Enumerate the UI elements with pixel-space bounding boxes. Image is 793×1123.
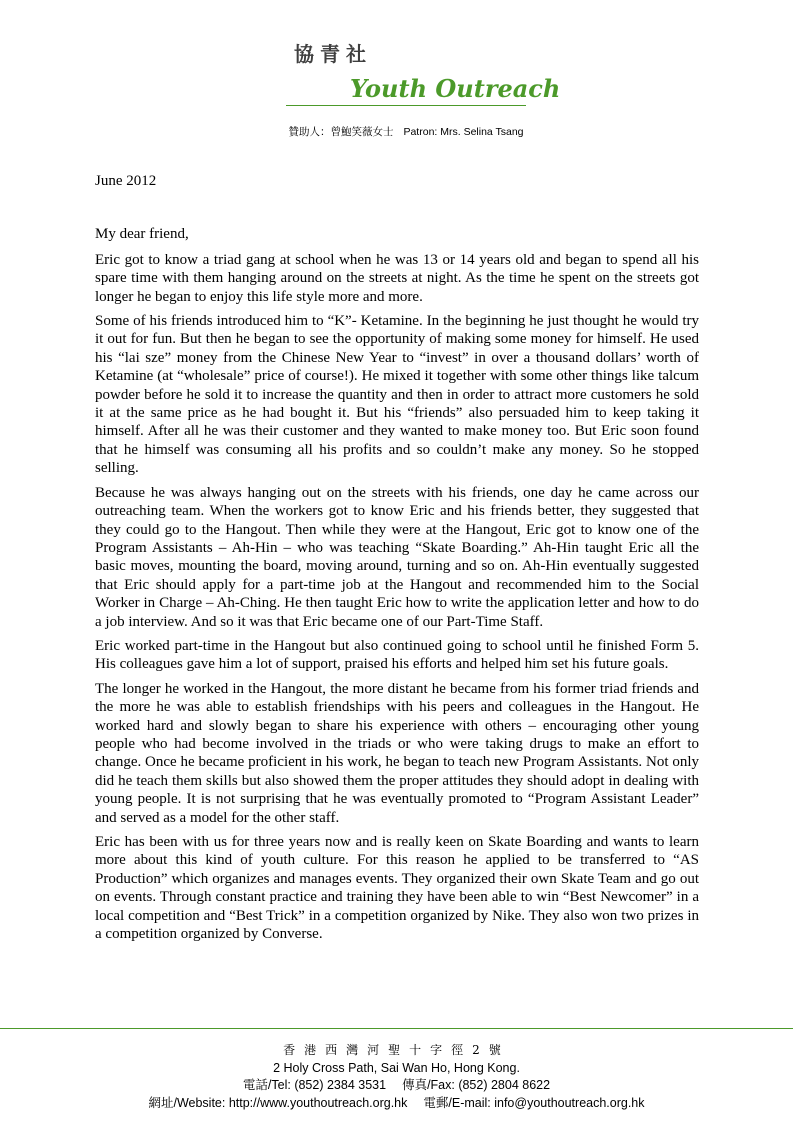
salutation: My dear friend, <box>95 226 189 243</box>
email-link[interactable]: 電郵/E-mail: info@youthoutreach.org.hk <box>423 1095 645 1110</box>
footer <box>0 1042 793 1112</box>
paragraph-4: Eric worked part-time in the Hangout but also continued going to school until he finished Form 5. His colleagues gave him a lot of support, praised his efforts and helped him set his future goals. <box>95 637 699 673</box>
organization-logo <box>286 38 561 110</box>
website-link[interactable]: 網址/Website: http://www.youthoutreach.org.hk <box>148 1095 408 1110</box>
letter-date: June 2012 <box>95 173 157 189</box>
patron-line <box>286 124 526 139</box>
paragraph-6: Eric has been with us for three years now and is really keen on Skate Boarding and wants to learn more about this kind of youth culture. For this reason he applied to be transferred to “AS Production” which organizes and manages events. They organized their own Skate Team and go out on events. Through constant practice and training they have been able to win “Best Newcomer” in a local competition and “Best Trick” in a competition organized by Nike. They also won two prizes in a competition organized by Converse. <box>95 834 699 943</box>
letter-body <box>95 172 699 949</box>
paragraph-2: Some of his friends introduced him to “K”- Ketamine. In the beginning he just thought he would try it out for fun. But then he began to see the opportunity of making some money for himself. He used his “lai sze” money from the Chinese New Year to “invest” in over a thousand dollars’ worth of Ketamine (at “wholesale” price of course!). He mixed it together with some other things like talcum powder before he sold it to increase the quantity and then in order to attract more customers he sold it at the same price as he had bought it. But his “friends” also persuaded him to keep taking it himself. After all he was their customer and they wanted to make money too. But Eric soon found that he himself was consuming all his profits and so couldn’t make any money. So he stopped selling. <box>95 313 699 477</box>
paragraph-1: Eric got to know a triad gang at school when he was 13 or 14 years old and began to spend all his spare time with them hanging around on the streets at night. As the time he spent on the streets got longer he began to enjoy this life style more and more. <box>95 251 699 305</box>
logo-underline <box>286 105 526 106</box>
logo-cjk-text: 協青社 <box>294 42 372 66</box>
patron-english: Patron: Mrs. Selina Tsang <box>403 126 524 138</box>
footer-divider <box>0 1028 793 1029</box>
logo-english-text: Youth Outreach <box>350 74 561 103</box>
paragraph-3: Because he was always hanging out on the streets with his friends, one day he came across our outreaching team. When the workers got to know Eric and his friends better, they suggested that they could go to the Hangout. Then while they were at the Hangout, Eric got to know one of the Program Assistants – Ah-Hin – who was teaching “Skate Boarding.” Ah-Hin taught Eric all the basic moves, mounting the board, moving around, turning and so on. Ah-Hin eventually suggested that Eric should apply for a part-time job at the Hangout and recommended him to the Social Worker in Charge – Ah-Ching. He then taught Eric how to write the application letter and how to do a job interview. And so it was that Eric became one of our Part-Time Staff. <box>95 484 699 630</box>
address-cjk: 香港西灣河聖十字徑2號 <box>283 1043 510 1057</box>
phone-fax-line <box>0 1077 793 1095</box>
fax: 傳真/Fax: (852) 2804 8622 <box>402 1078 551 1092</box>
telephone: 電話/Tel: (852) 2384 3531 <box>242 1078 387 1092</box>
paragraph-5: The longer he worked in the Hangout, the more distant he became from his former triad friends and the more he was able to establish friendships with his peers and colleagues in the Hangout. He worked hard and slowly began to share his experience with others – encouraging other young people who had become involved in the triads or who were taking drugs to make an effort to change. Once he became proficient in his work, he began to teach new Program Assistants. Not only did he teach them skills but also showed them the proper attitudes they should adopt in dealing with young people. It is not surprising that he was eventually promoted to “Program Assistant Leader” and served as a model for the other staff. <box>95 680 699 826</box>
patron-cjk: 贊助人：曾鮑笑薇女士 <box>288 126 394 138</box>
address-english: 2 Holy Cross Path, Sai Wan Ho, Hong Kong. <box>273 1060 520 1075</box>
web-email-line <box>0 1095 793 1113</box>
